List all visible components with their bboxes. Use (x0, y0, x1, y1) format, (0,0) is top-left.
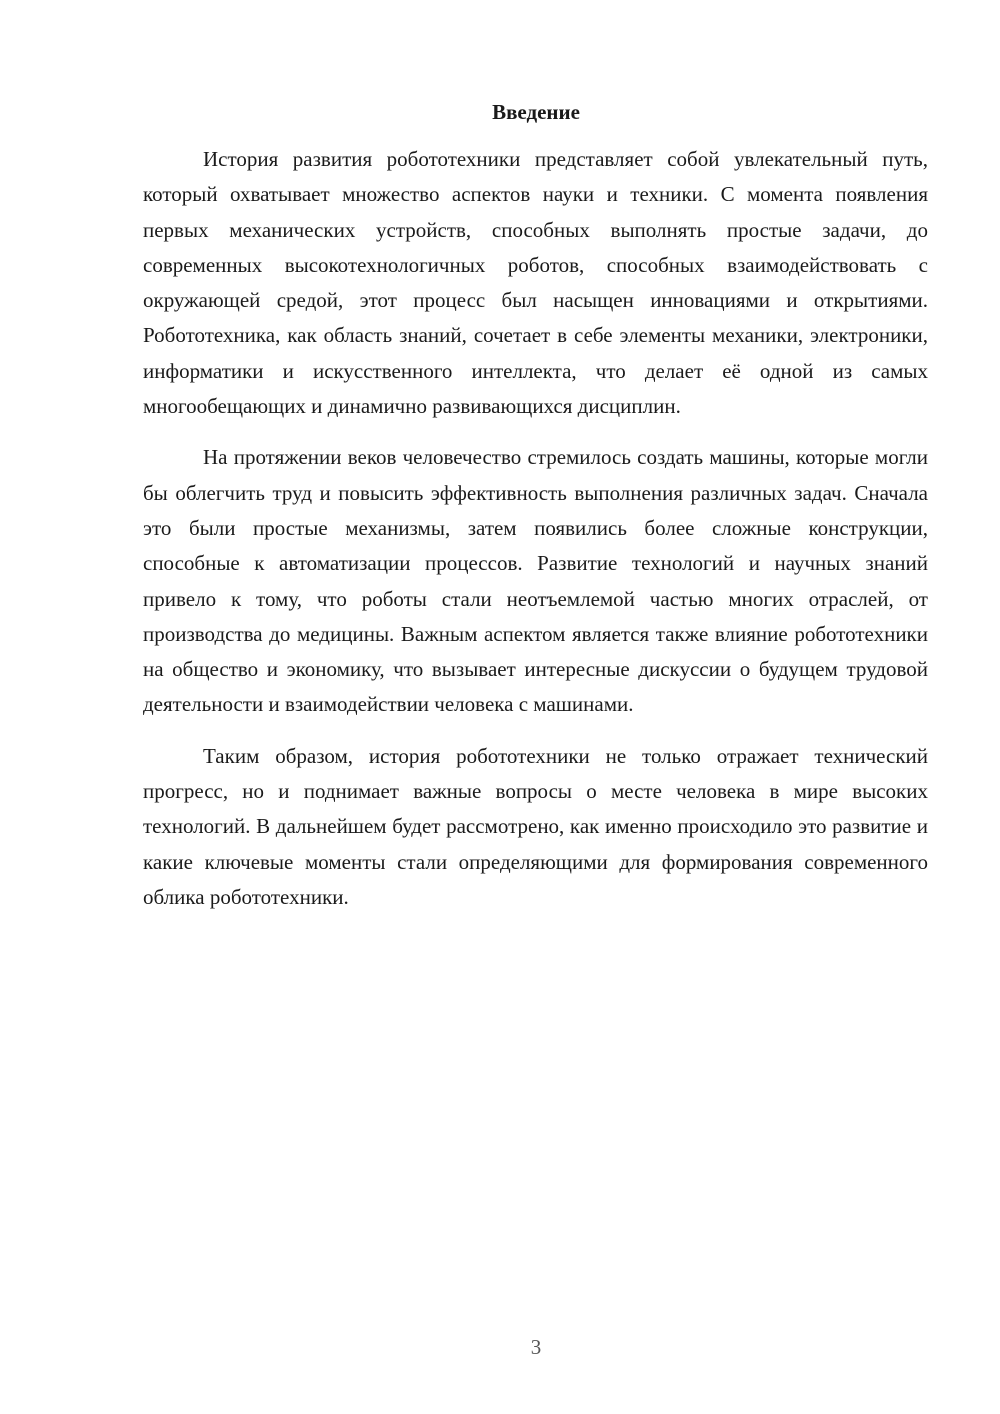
section-heading: Введение (492, 100, 580, 124)
page-number: 3 (530, 1335, 542, 1359)
paragraph-3: Таким образом, история робототехники не только отражает технический прогресс, но и поднимает важные вопросы о месте человека в мире высоких технологий. В дальнейшем будет рассмотрено, как именно происходило это развитие и какие ключевые моменты стали определяющими для формирования современного облика робототехники. (143, 743, 928, 909)
paragraph-1: История развития робототехники представляет собой увлекательный путь, который охватывает множество аспектов науки и техники. С момента появления первых механических устройств, способных выполнять простые задачи, до современных высокотехнологичных роботов, способных взаимодействовать с окружающей средой, этот процесс был насыщен инновациями и открытиями. Робототехника, как область знаний, сочетает в себе элементы механики, электроники, информатики и искусственного интеллекта, что делает её одной из самых многообещающих и динамично развивающихся дисциплин. (143, 147, 928, 419)
paragraph-2: На протяжении веков человечество стремилось создать машины, которые могли бы облегчить труд и повысить эффективность выполнения различных задач. Сначала это были простые механизмы, затем появились более сложные конструкции, способные к автоматизации процессов. Развитие технологий и научных знаний привело к тому, что роботы стали неотъемлемой частью многих отраслей, от производства до медицины. Важным аспектом является также влияние робототехники на общество и экономику, что вызывает интересные дискуссии о будущем трудовой деятельности и взаимодействии человека с машинами. (143, 445, 928, 717)
document-body (143, 142, 928, 915)
